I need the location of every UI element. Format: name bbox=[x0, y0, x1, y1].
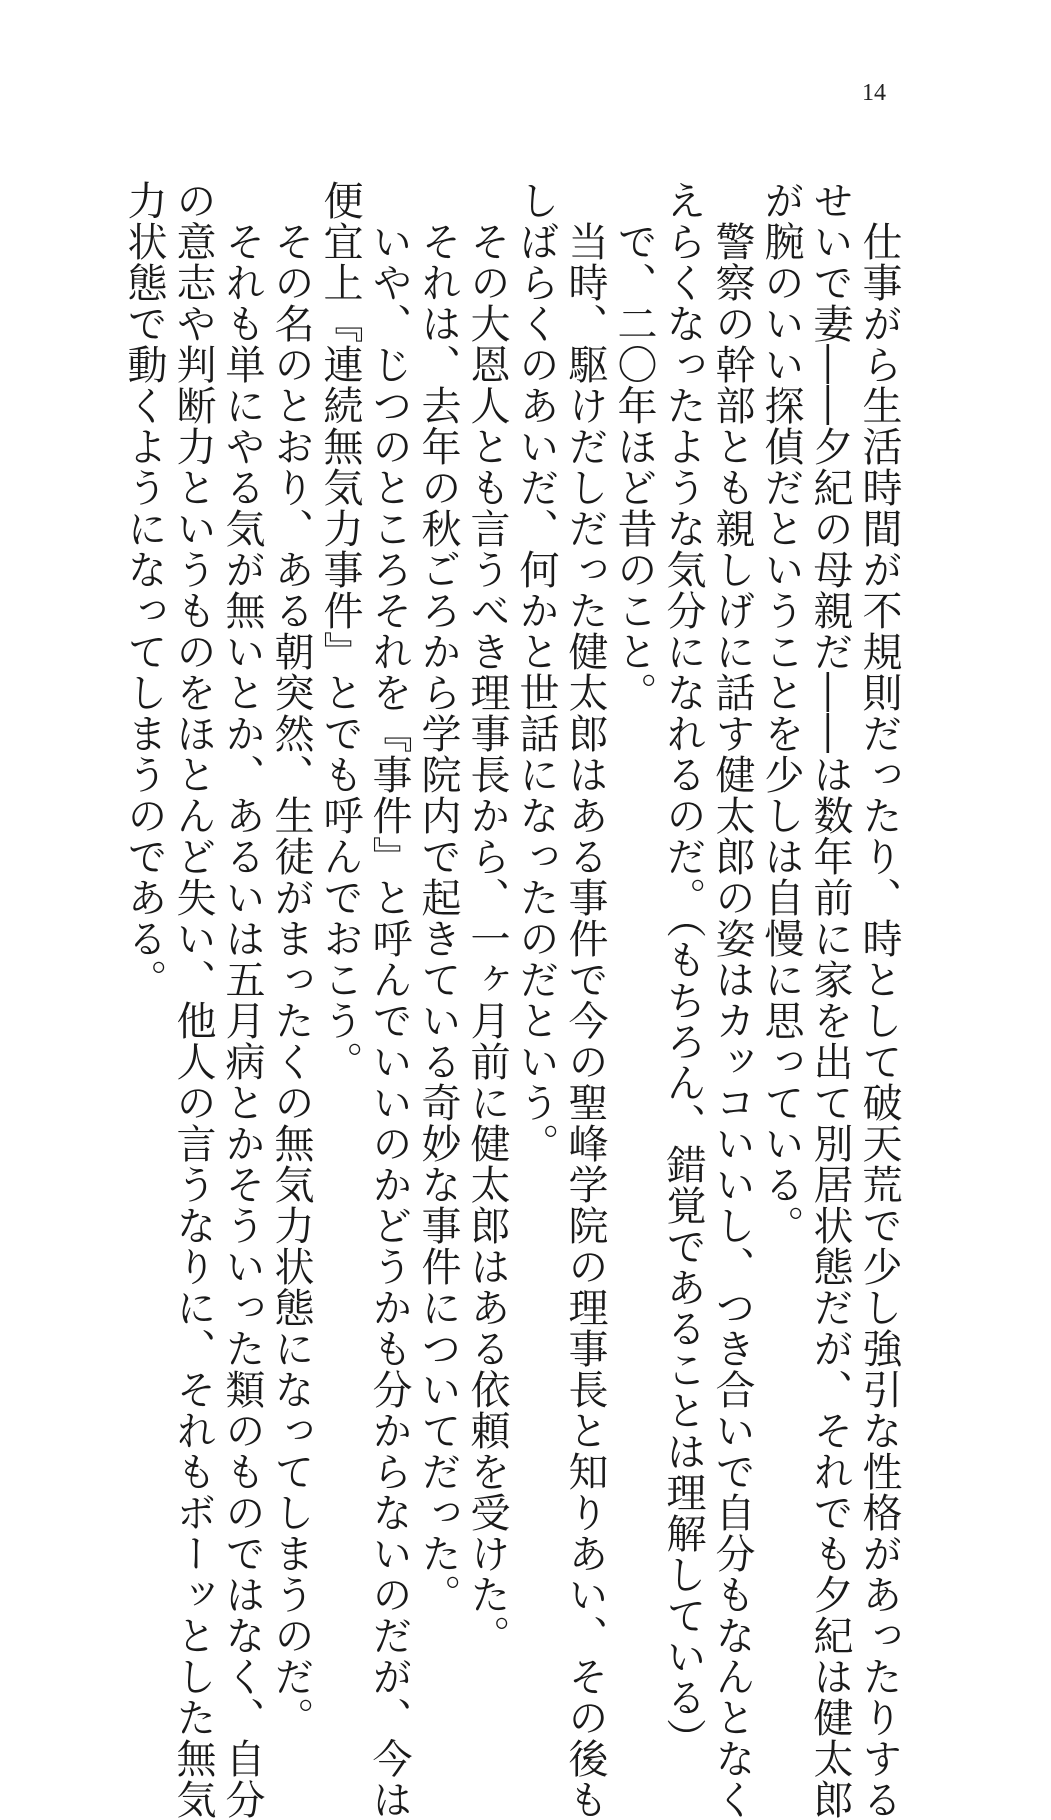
text-line: 当時、駆けだしだった健太郎はある事件で今の聖峰学院の理事長と知りあい、その後も bbox=[562, 180, 608, 1820]
text-line: の意志や判断力というものをほとんど失い、他人の言うなりに、それもボーッとした無気 bbox=[170, 180, 216, 1820]
text-line: 便宜上『連続無気力事件』とでも呼んでおこう。 bbox=[317, 180, 363, 1082]
text-line: しばらくのあいだ、何かと世話になったのだという。 bbox=[513, 180, 559, 1164]
text-line: それは、去年の秋ごろから学院内で起きている奇妙な事件についてだった。 bbox=[415, 180, 461, 1615]
text-line: が腕のいい探偵だということを少しは自慢に思っている。 bbox=[758, 180, 804, 1246]
text-line: 警察の幹部とも親しげに話す健太郎の姿はカッコいいし、つき合いで自分もなんとなく bbox=[709, 180, 755, 1820]
text-line: いや、じつのところそれを『事件』と呼んでいいのかどうかも分からないのだが、今は bbox=[366, 180, 412, 1820]
text-line: せいで妻――夕紀の母親だ――は数年前に家を出て別居状態だが、それでも夕紀は健太郎 bbox=[807, 180, 853, 1820]
text-line: その大恩人とも言うべき理事長から、一ヶ月前に健太郎はある依頼を受けた。 bbox=[464, 180, 510, 1656]
text-line: 仕事がら生活時間が不規則だったり、時として破天荒で少し強引な性格があったりする bbox=[856, 180, 902, 1820]
text-line: それも単にやる気が無いとか、あるいは五月病とかそういった類のものではなく、自分 bbox=[219, 180, 265, 1820]
page-number: 14 bbox=[862, 80, 886, 106]
text-line: で、二〇年ほど昔のこと。 bbox=[611, 180, 657, 713]
text-line: えらくなったような気分になれるのだ。（もちろん、錯覚であることは理解している） bbox=[660, 180, 706, 1759]
body-text bbox=[119, 180, 903, 1820]
text-line: 力状態で動くようになってしまうのである。 bbox=[121, 180, 167, 1000]
text-line: その名のとおり、ある朝突然、生徒がまったくの無気力状態になってしまうのだ。 bbox=[268, 180, 314, 1738]
